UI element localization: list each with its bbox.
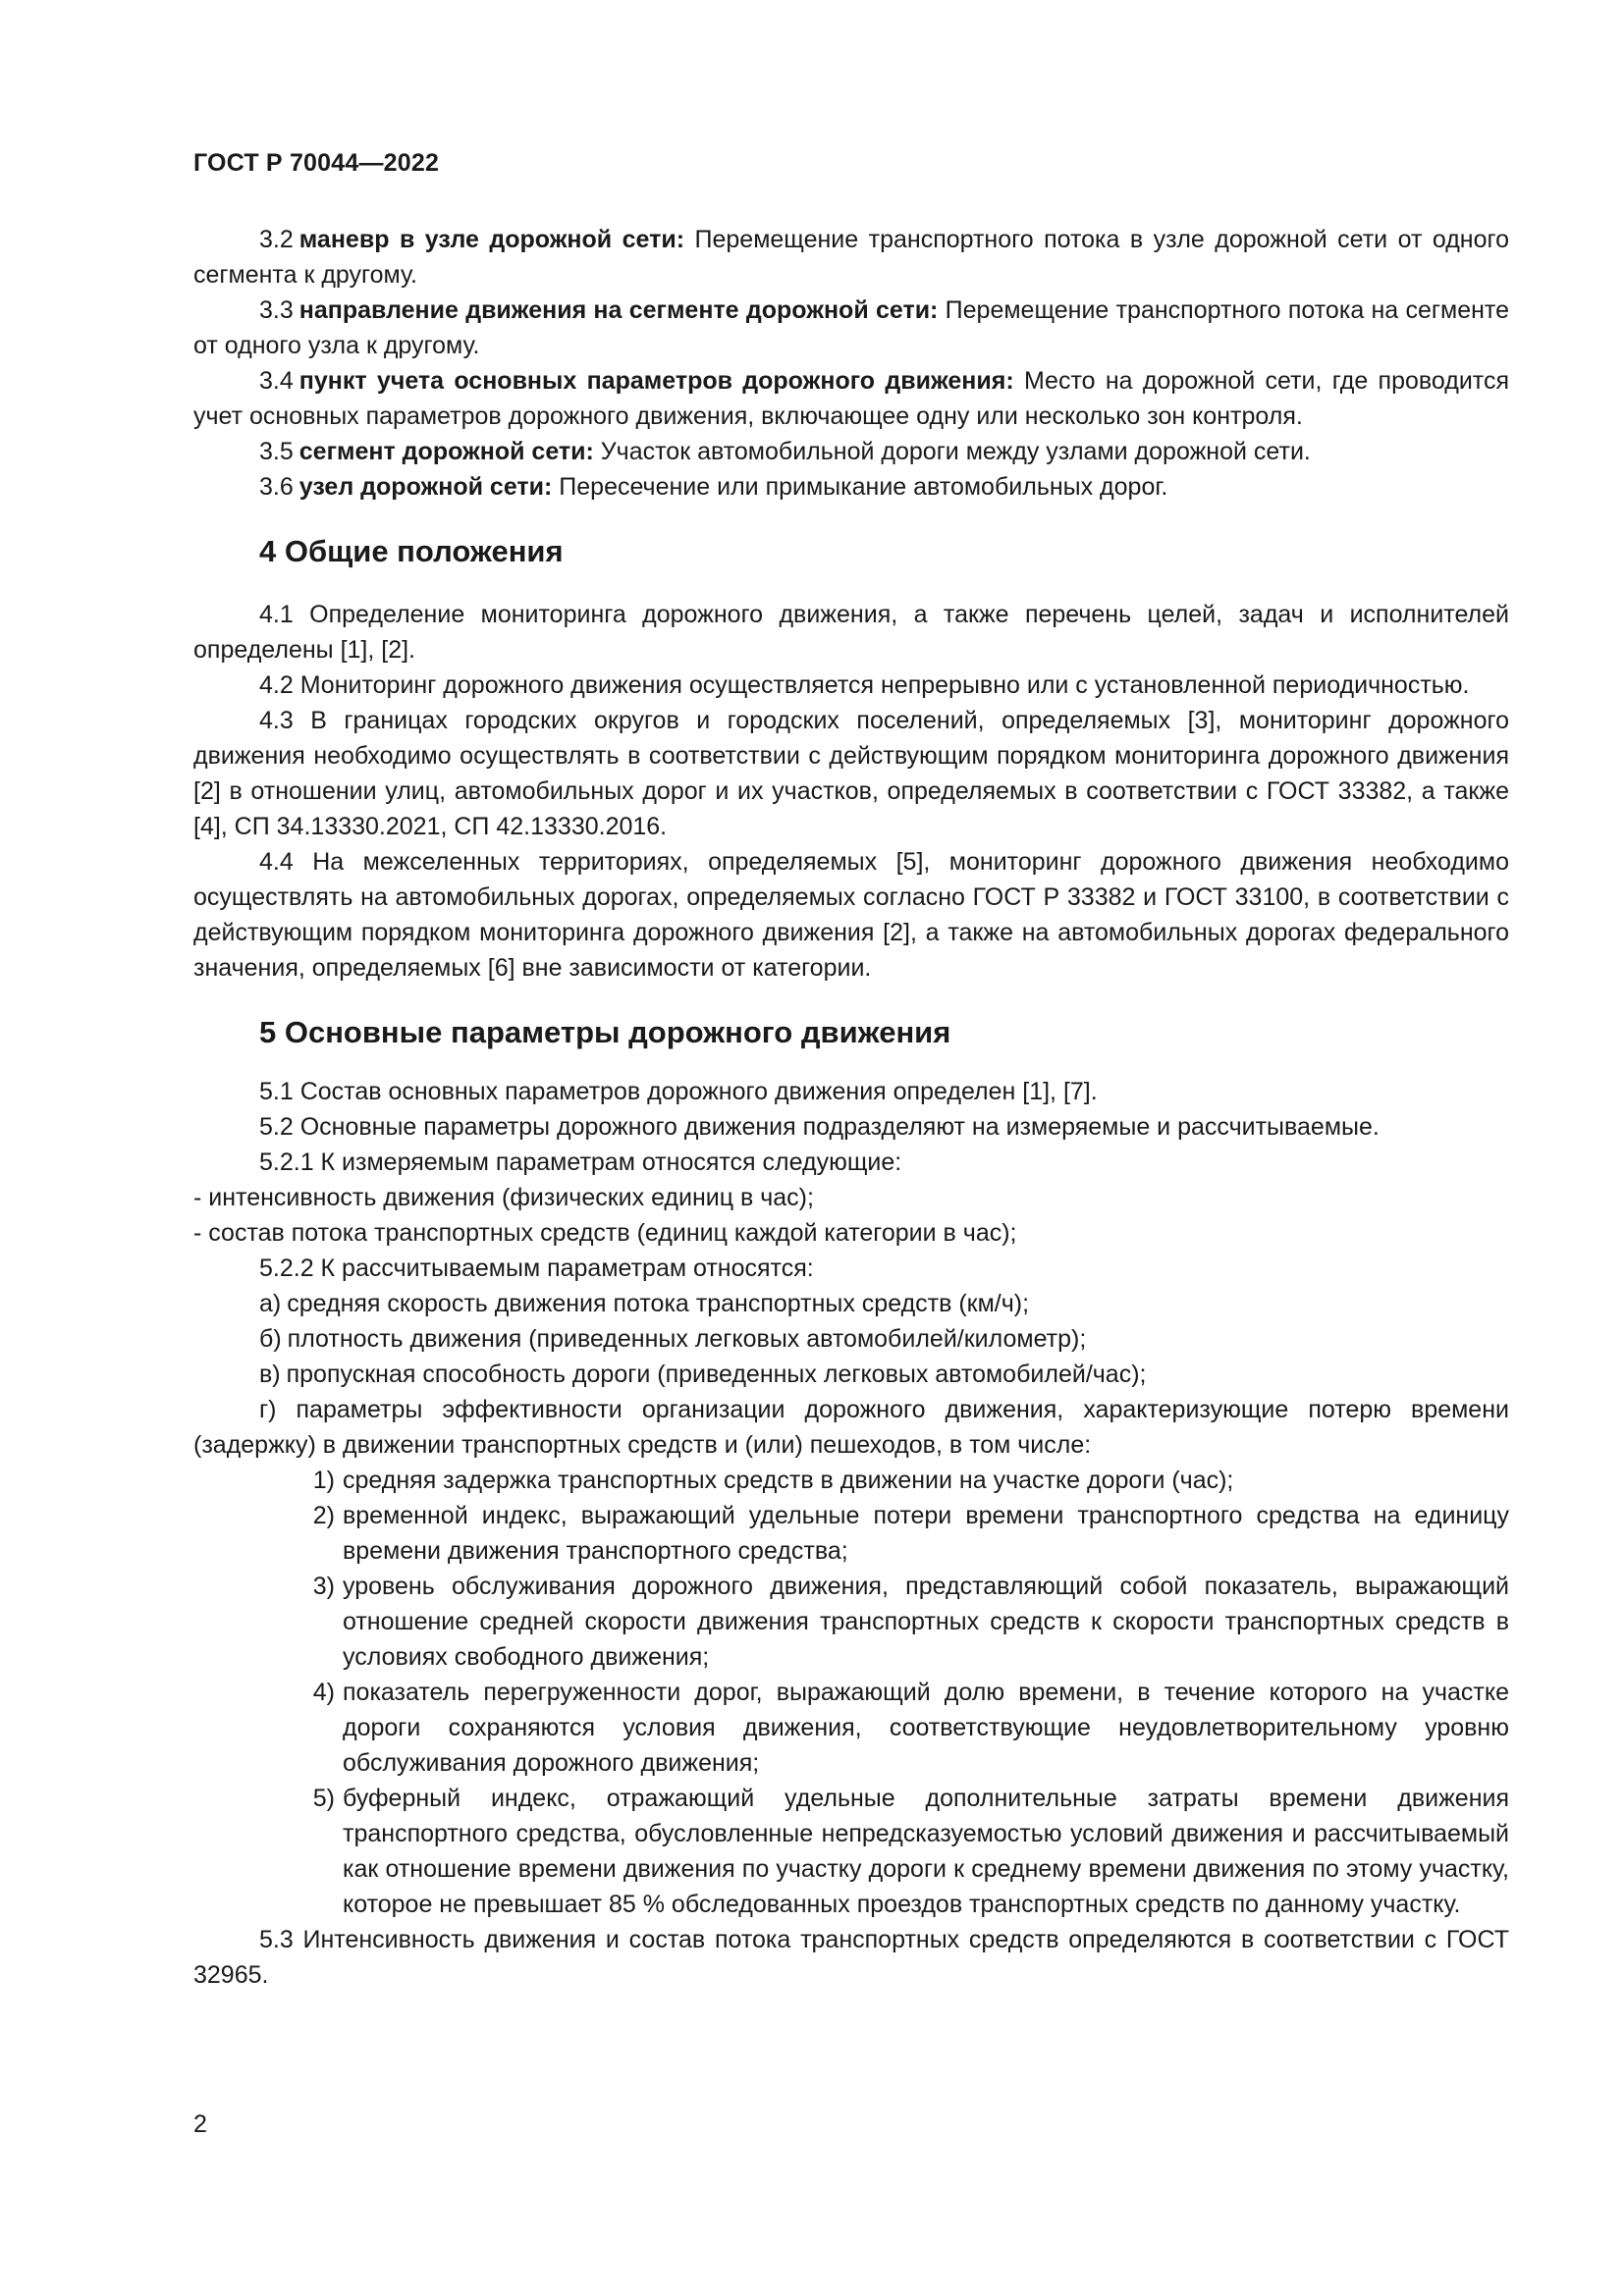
definition-3-6: 3.6 узел дорожной сети: Пересечение или примыкание автомобильных дорог. [259, 473, 1168, 501]
paragraph-4-3: 4.3 В границах городских округов и городских поселений, определяемых [3], мониторинг дорожного движения необходимо осуществлять в соответствии с действующим порядком мониторинга дорожного движения [2] в отношении улиц, автомобильных дорог и их участков, определяемых в соответствии с ГОСТ 33382, а также [4], СП 34.13330.2021, СП 42.13330.2016. [193, 707, 1509, 840]
paragraph-4-2: 4.2 Мониторинг дорожного движения осуществляется непрерывно или с установленной периодичностью. [259, 671, 1470, 699]
sub-item-5: 5) буферный индекс, отражающий удельные дополнительные затраты времени движения транспортного средства, обусловленные непредсказуемостью условий движения и рассчитываемый как отношение времени движения по участку дороги к среднему времени движения по этому участку, которое не превышает 85 % обследованных проездов транспортных средств по данному участку. [312, 1785, 1509, 1918]
document-header: ГОСТ Р 70044—2022 [193, 149, 440, 177]
sub-item-1: 1) средняя задержка транспортных средств в движении на участке дороги (час); [312, 1467, 1234, 1494]
definition-3-5: 3.5 сегмент дорожной сети: Участок автомобильной дороги между узлами дорожной сети. [259, 438, 1311, 465]
sub-item-4: 4) показатель перегруженности дорог, выражающий долю времени, в течение которого на участке дороги сохраняются условия движения, соответствующие неудовлетворительному уровню обслуживания дорожного движения; [312, 1679, 1509, 1777]
paragraph-5-2: 5.2 Основные параметры дорожного движения подразделяют на измеряемые и рассчитываемые. [259, 1113, 1380, 1141]
paragraph-4-4: 4.4 На межселенных территориях, определяемых [5], мониторинг дорожного движения необходимо осуществлять на автомобильных дорогах, определяемых согласно ГОСТ Р 33382 и ГОСТ 33100, в соответствии с действующим порядком мониторинга дорожного движения [2], а также на автомобильных дорогах федерального значения, определяемых [6] вне зависимости от категории. [193, 848, 1509, 982]
page-number: 2 [193, 2110, 207, 2138]
section-4-heading: 4 Общие положения [259, 534, 564, 568]
list-item-a: а) средняя скорость движения потока транспортных средств (км/ч); [259, 1290, 1030, 1317]
document-content [193, 222, 1509, 1993]
paragraph-5-1: 5.1 Состав основных параметров дорожного движения определен [1], [7]. [259, 1078, 1098, 1105]
definition-3-4: 3.4 пункт учета основных параметров дорожного движения: Место на дорожной сети, где проводится учет основных параметров дорожного движения, включающее одну или несколько зон контроля. [193, 367, 1509, 430]
dash-item-intensity: - интенсивность движения (физических единиц в час); [193, 1184, 814, 1211]
sub-item-3: 3) уровень обслуживания дорожного движения, представляющий собой показатель, выражающий отношение средней скорости движения транспортных средств к скорости транспортных средств в условиях свободного движения; [312, 1573, 1509, 1671]
definition-3-2: 3.2 маневр в узле дорожной сети: Перемещение транспортного потока в узле дорожной сети от одного сегмента к другому. [193, 226, 1509, 289]
section-5-heading: 5 Основные параметры дорожного движения [259, 1015, 951, 1049]
list-item-v: в) пропускная способность дороги (приведенных легковых автомобилей/час); [259, 1361, 1147, 1388]
sub-item-2: 2) временной индекс, выражающий удельные потери времени транспортного средства на единицу времени движения транспортного средства; [312, 1502, 1509, 1565]
list-item-g: г) параметры эффективности организации дорожного движения, характеризующие потерю времени (задержку) в движении транспортных средств и (или) пешеходов, в том числе: [193, 1396, 1509, 1459]
dash-item-composition: - состав потока транспортных средств (единиц каждой категории в час); [193, 1219, 1017, 1247]
definition-3-3: 3.3 направление движения на сегменте дорожной сети: Перемещение транспортного потока на сегменте от одного узла к другому. [193, 296, 1509, 359]
paragraph-5-2-2: 5.2.2 К рассчитываемым параметрам относятся: [259, 1255, 814, 1282]
paragraph-5-2-1: 5.2.1 К измеряемым параметрам относятся следующие: [259, 1148, 902, 1176]
paragraph-4-1: 4.1 Определение мониторинга дорожного движения, а также перечень целей, задач и исполнителей определены [1], [2]. [193, 601, 1509, 664]
paragraph-5-3: 5.3 Интенсивность движения и состав потока транспортных средств определяются в соответствии с ГОСТ 32965. [193, 1926, 1509, 1989]
list-item-b: б) плотность движения (приведенных легковых автомобилей/километр); [259, 1325, 1087, 1353]
